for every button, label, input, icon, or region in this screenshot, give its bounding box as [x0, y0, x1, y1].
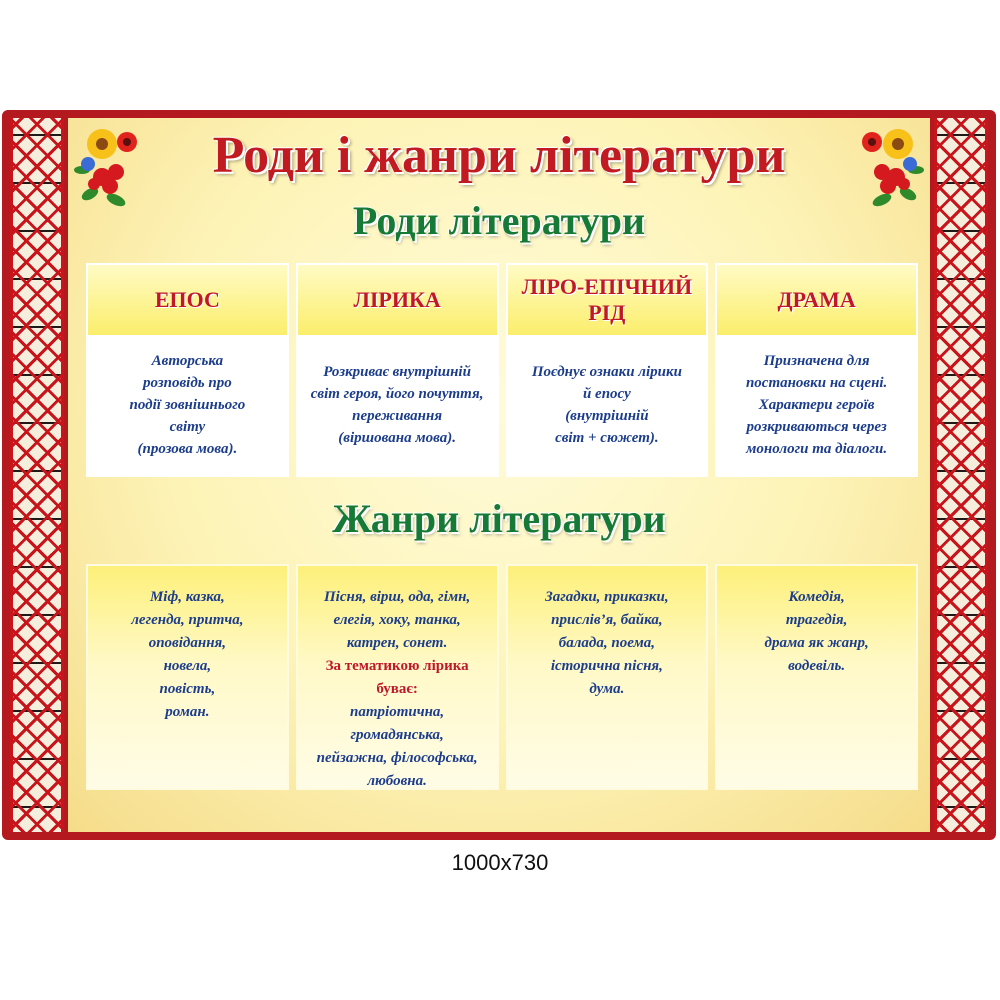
- genre-line: Комедія,: [788, 589, 845, 605]
- description-line: розкриваються через: [746, 419, 887, 435]
- genre-line: патріотична,: [350, 704, 445, 720]
- rod-card-header: ЛІРИКА: [298, 265, 497, 335]
- description-line: монологи та діалоги.: [746, 441, 888, 457]
- genre-line: драма як жанр,: [764, 635, 869, 651]
- right-ornament-border: [934, 118, 988, 832]
- genre-line: пейзажна, філософська,: [316, 750, 478, 766]
- rod-card-header: ЕПОС: [88, 265, 287, 335]
- genre-subheading: буває:: [376, 681, 418, 697]
- genre-card-drama: [715, 564, 918, 790]
- genre-line: оповідання,: [148, 635, 227, 651]
- genre-line: балада, поема,: [558, 635, 656, 651]
- description-line: світ + сюжет).: [555, 430, 659, 446]
- rody-row: [86, 263, 918, 477]
- rod-card-liro-epichnyi: [506, 263, 709, 477]
- genre-card-epos: [86, 564, 289, 790]
- description-line: Поєднує ознаки лірики: [531, 364, 682, 380]
- genre-line: громадянська,: [350, 727, 444, 743]
- description-line: (віршована мова).: [338, 430, 456, 446]
- poster-panel: [68, 118, 930, 832]
- size-label: 1000x730: [451, 850, 549, 875]
- genre-line: повість,: [159, 681, 216, 697]
- genre-line: роман.: [165, 704, 210, 720]
- genre-line: катрен, сонет.: [346, 635, 448, 651]
- rod-card-liryka: [296, 263, 499, 477]
- description-line: й епосу: [582, 386, 631, 402]
- zhanry-row: [86, 564, 918, 790]
- description-line: переживання: [352, 408, 443, 424]
- rod-card-header: ДРАМА: [717, 265, 916, 335]
- genre-line: елегія, хоку, танка,: [333, 612, 461, 628]
- genre-subheading: За тематикою лірика: [325, 658, 469, 674]
- section-title-rody: Роди літератури: [352, 198, 646, 243]
- rod-card-description: [508, 335, 707, 475]
- genre-line: Міф, казка,: [149, 589, 225, 605]
- section-title-zhanry: Жанри літератури: [332, 496, 666, 541]
- left-ornament-border: [10, 118, 64, 832]
- rod-card-drama: [715, 263, 918, 477]
- rod-card-description: [717, 335, 916, 475]
- genre-line: Загадки, приказки,: [545, 589, 669, 605]
- poster-title: Роди і жанри літератури: [212, 127, 786, 184]
- description-line: Характери героїв: [758, 397, 875, 413]
- rod-card-header: ЛІРО-ЕПІЧНИЙ РІД: [508, 265, 707, 335]
- description-line: (внутрішній: [565, 408, 649, 424]
- genre-card-liro-epichnyi: [506, 564, 709, 790]
- description-line: світу: [169, 419, 206, 435]
- rod-card-description: [88, 335, 287, 475]
- genre-line: водевіль.: [788, 658, 846, 674]
- rod-card-epos: [86, 263, 289, 477]
- genre-line: новела,: [163, 658, 212, 674]
- genre-line: легенда, притча,: [131, 612, 244, 628]
- genre-line: любовна.: [367, 773, 427, 789]
- description-line: (прозова мова).: [137, 441, 238, 457]
- description-line: постановки на сцені.: [745, 375, 888, 391]
- genre-line: історична пісня,: [550, 658, 663, 674]
- genre-line: дума.: [589, 681, 625, 697]
- description-line: світ героя, його почуття,: [310, 386, 484, 402]
- genre-card-liryka: [296, 564, 499, 790]
- description-line: розповідь про: [142, 375, 232, 391]
- description-line: події зовнішнього: [129, 397, 246, 413]
- description-line: Розкриває внутрішній: [323, 364, 471, 380]
- poster: [2, 110, 996, 840]
- genre-line: трагедія,: [785, 612, 848, 628]
- genre-line: прислів’я, байка,: [551, 612, 663, 628]
- genre-line: Пісня, вірш, ода, гімн,: [324, 589, 471, 605]
- description-line: Авторська: [151, 353, 224, 369]
- description-line: Призначена для: [763, 353, 870, 369]
- rod-card-description: [298, 335, 497, 475]
